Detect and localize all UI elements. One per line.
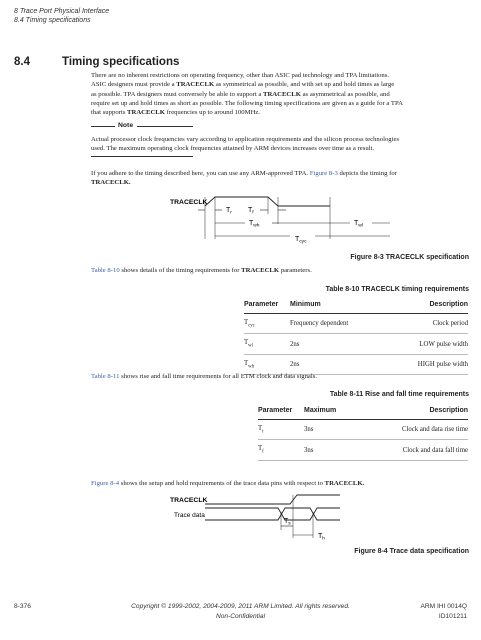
tf-label: $T_f$ <box>248 207 254 216</box>
section-title: Timing specifications <box>62 56 180 68</box>
table-8-10-intro-bold: TRACECLK <box>241 267 280 274</box>
table-8-10-intro <box>91 266 467 275</box>
maximum-cell: 3ns <box>304 440 358 460</box>
intro-line-1: There are no inherent restrictions on operating frequency, other than ASIC pad technology and TPA limitations. <box>91 72 390 79</box>
column-header-maximum: Maximum <box>304 407 358 420</box>
description-cell: Clock period <box>386 314 468 334</box>
table-header-row <box>258 407 468 420</box>
note-line-2: used. The maximum operating clock frequencies attained by ARM devices increases over time as a result. <box>91 145 375 153</box>
trace-data-timing-diagram <box>160 492 470 542</box>
param-cell: $T_f$ <box>258 440 304 460</box>
maximum-cell: 3ns <box>304 420 358 440</box>
twl-label: $T_{wl}$ <box>354 220 363 229</box>
minimum-cell: 2ns <box>290 354 386 374</box>
figure-8-4-intro <box>91 479 467 488</box>
minimum-cell: Frequency dependent <box>290 314 386 334</box>
page-number: 8-376 <box>14 603 31 610</box>
param-cell: $T_{cyc}$ <box>244 314 290 334</box>
table-8-10 <box>244 301 468 375</box>
trace-data-waveform <box>205 508 340 520</box>
param-cell: $T_r$ <box>258 420 304 440</box>
adhere-text-after: depicts the timing for <box>339 170 397 177</box>
note-rule-left <box>91 126 115 127</box>
traceclk-waveform <box>205 197 330 206</box>
description-cell: LOW pulse width <box>386 334 468 354</box>
table-row <box>258 420 468 440</box>
column-header-minimum: Minimum <box>290 301 386 314</box>
tr-label: $T_r$ <box>226 207 232 216</box>
intro-paragraph <box>91 71 467 117</box>
table-8-11-caption: Table 8-11 Rise and fall time requirements <box>329 391 469 398</box>
column-header-description: Description <box>358 407 468 420</box>
confidentiality: Non-Confidential <box>215 613 266 620</box>
table-row <box>244 334 468 354</box>
table-8-10-intro-end: parameters. <box>280 267 312 274</box>
table-8-11-intro <box>91 372 467 381</box>
note-rule-bottom <box>91 156 193 157</box>
column-header-parameter: Parameter <box>244 301 290 314</box>
doc-id: ARM IHI 0014Q <box>420 603 467 610</box>
description-cell: Clock and data fall time <box>358 440 468 460</box>
intro-line-3: as possible. TPA designers must conversely be able to support a TRACECLK as asymmetrical as possible, and <box>91 90 390 98</box>
running-header-chapter: 8 Trace Port Physical Interface <box>14 8 110 15</box>
running-header-section: 8.4 Timing specifications <box>14 17 91 24</box>
table-8-11-link[interactable]: Table 8-11 <box>91 373 120 380</box>
note-line-1: Actual processor clock frequencies vary according to application requirements and the silicon process technologies <box>91 136 400 143</box>
figure-8-4-intro-text: shows the setup and hold requirements of the trace data pins with respect to <box>120 480 323 487</box>
table-8-10-caption: Table 8-10 TRACECLK timing requirements <box>325 286 469 293</box>
figure-8-3-link[interactable]: Figure 8-3 <box>309 170 338 177</box>
table-8-10-intro-text: shows details of the timing requirements for <box>121 267 240 274</box>
twh-label: $T_{wh}$ <box>249 220 260 229</box>
traceclk-timing-diagram <box>160 194 470 252</box>
diagram-signal-traceclk: TRACECLK <box>170 497 208 504</box>
note-label: Note <box>118 122 134 129</box>
section-number: 8.4 <box>14 56 30 68</box>
adhere-line-2: TRACECLK. <box>91 179 131 187</box>
figure-8-3-caption: Figure 8-3 TRACECLK specification <box>350 254 469 261</box>
th-label: $T_h$ <box>318 533 325 542</box>
table-8-10-link[interactable]: Table 8-10 <box>91 267 120 274</box>
description-cell: HIGH pulse width <box>386 354 468 374</box>
trace-data-waveform <box>205 508 340 520</box>
diagram-signal-traceclk: TRACECLK <box>170 199 208 206</box>
description-cell: Clock and data rise time <box>358 420 468 440</box>
param-cell: $T_{wh}$ <box>244 354 290 374</box>
minimum-cell: 2ns <box>290 334 386 354</box>
adhere-paragraph <box>91 169 467 188</box>
table-8-11-intro-text: shows rise and fall time requirements for all ETM clock and data signals. <box>121 373 318 380</box>
note-rule-right <box>137 126 193 127</box>
table-8-11 <box>258 407 468 461</box>
figure-8-4-intro-bold: TRACECLK. <box>324 480 365 487</box>
column-header-description: Description <box>386 301 468 314</box>
adhere-text-before: If you adhere to the timing described here, you can use any ARM-approved TPA. <box>91 170 309 177</box>
column-header-parameter: Parameter <box>258 407 304 420</box>
tcyc-label: $T_{cyc}$ <box>295 236 307 245</box>
section-heading <box>14 56 179 68</box>
figure-8-4-caption: Figure 8-4 Trace data specification <box>354 548 469 555</box>
intro-line-4: require set up and hold times as short as possible. The following timing specifications are given as a guide for a TPA <box>91 99 403 107</box>
param-cell: $T_{wl}$ <box>244 334 290 354</box>
table-row <box>244 314 468 334</box>
table-header-row <box>244 301 468 314</box>
traceclk-waveform <box>205 495 340 504</box>
intro-line-2: ASIC designers must provide a TRACECLK as symmetrical as possible, and with set up and hold times as large <box>91 81 395 89</box>
intro-line-5: that supports TRACECLK frequencies up to around 100MHz. <box>91 109 261 117</box>
note-body <box>91 135 467 154</box>
diagram-signal-trace-data: Trace data <box>174 512 205 519</box>
copyright: Copyright © 1999-2002, 2004-2009, 2011 ARM Limited. All rights reserved. <box>131 603 350 610</box>
ts-label: $T_s$ <box>284 518 291 527</box>
doc-revision: ID101211 <box>438 613 467 620</box>
table-row <box>258 440 468 460</box>
figure-8-4-link[interactable]: Figure 8-4 <box>91 480 120 487</box>
